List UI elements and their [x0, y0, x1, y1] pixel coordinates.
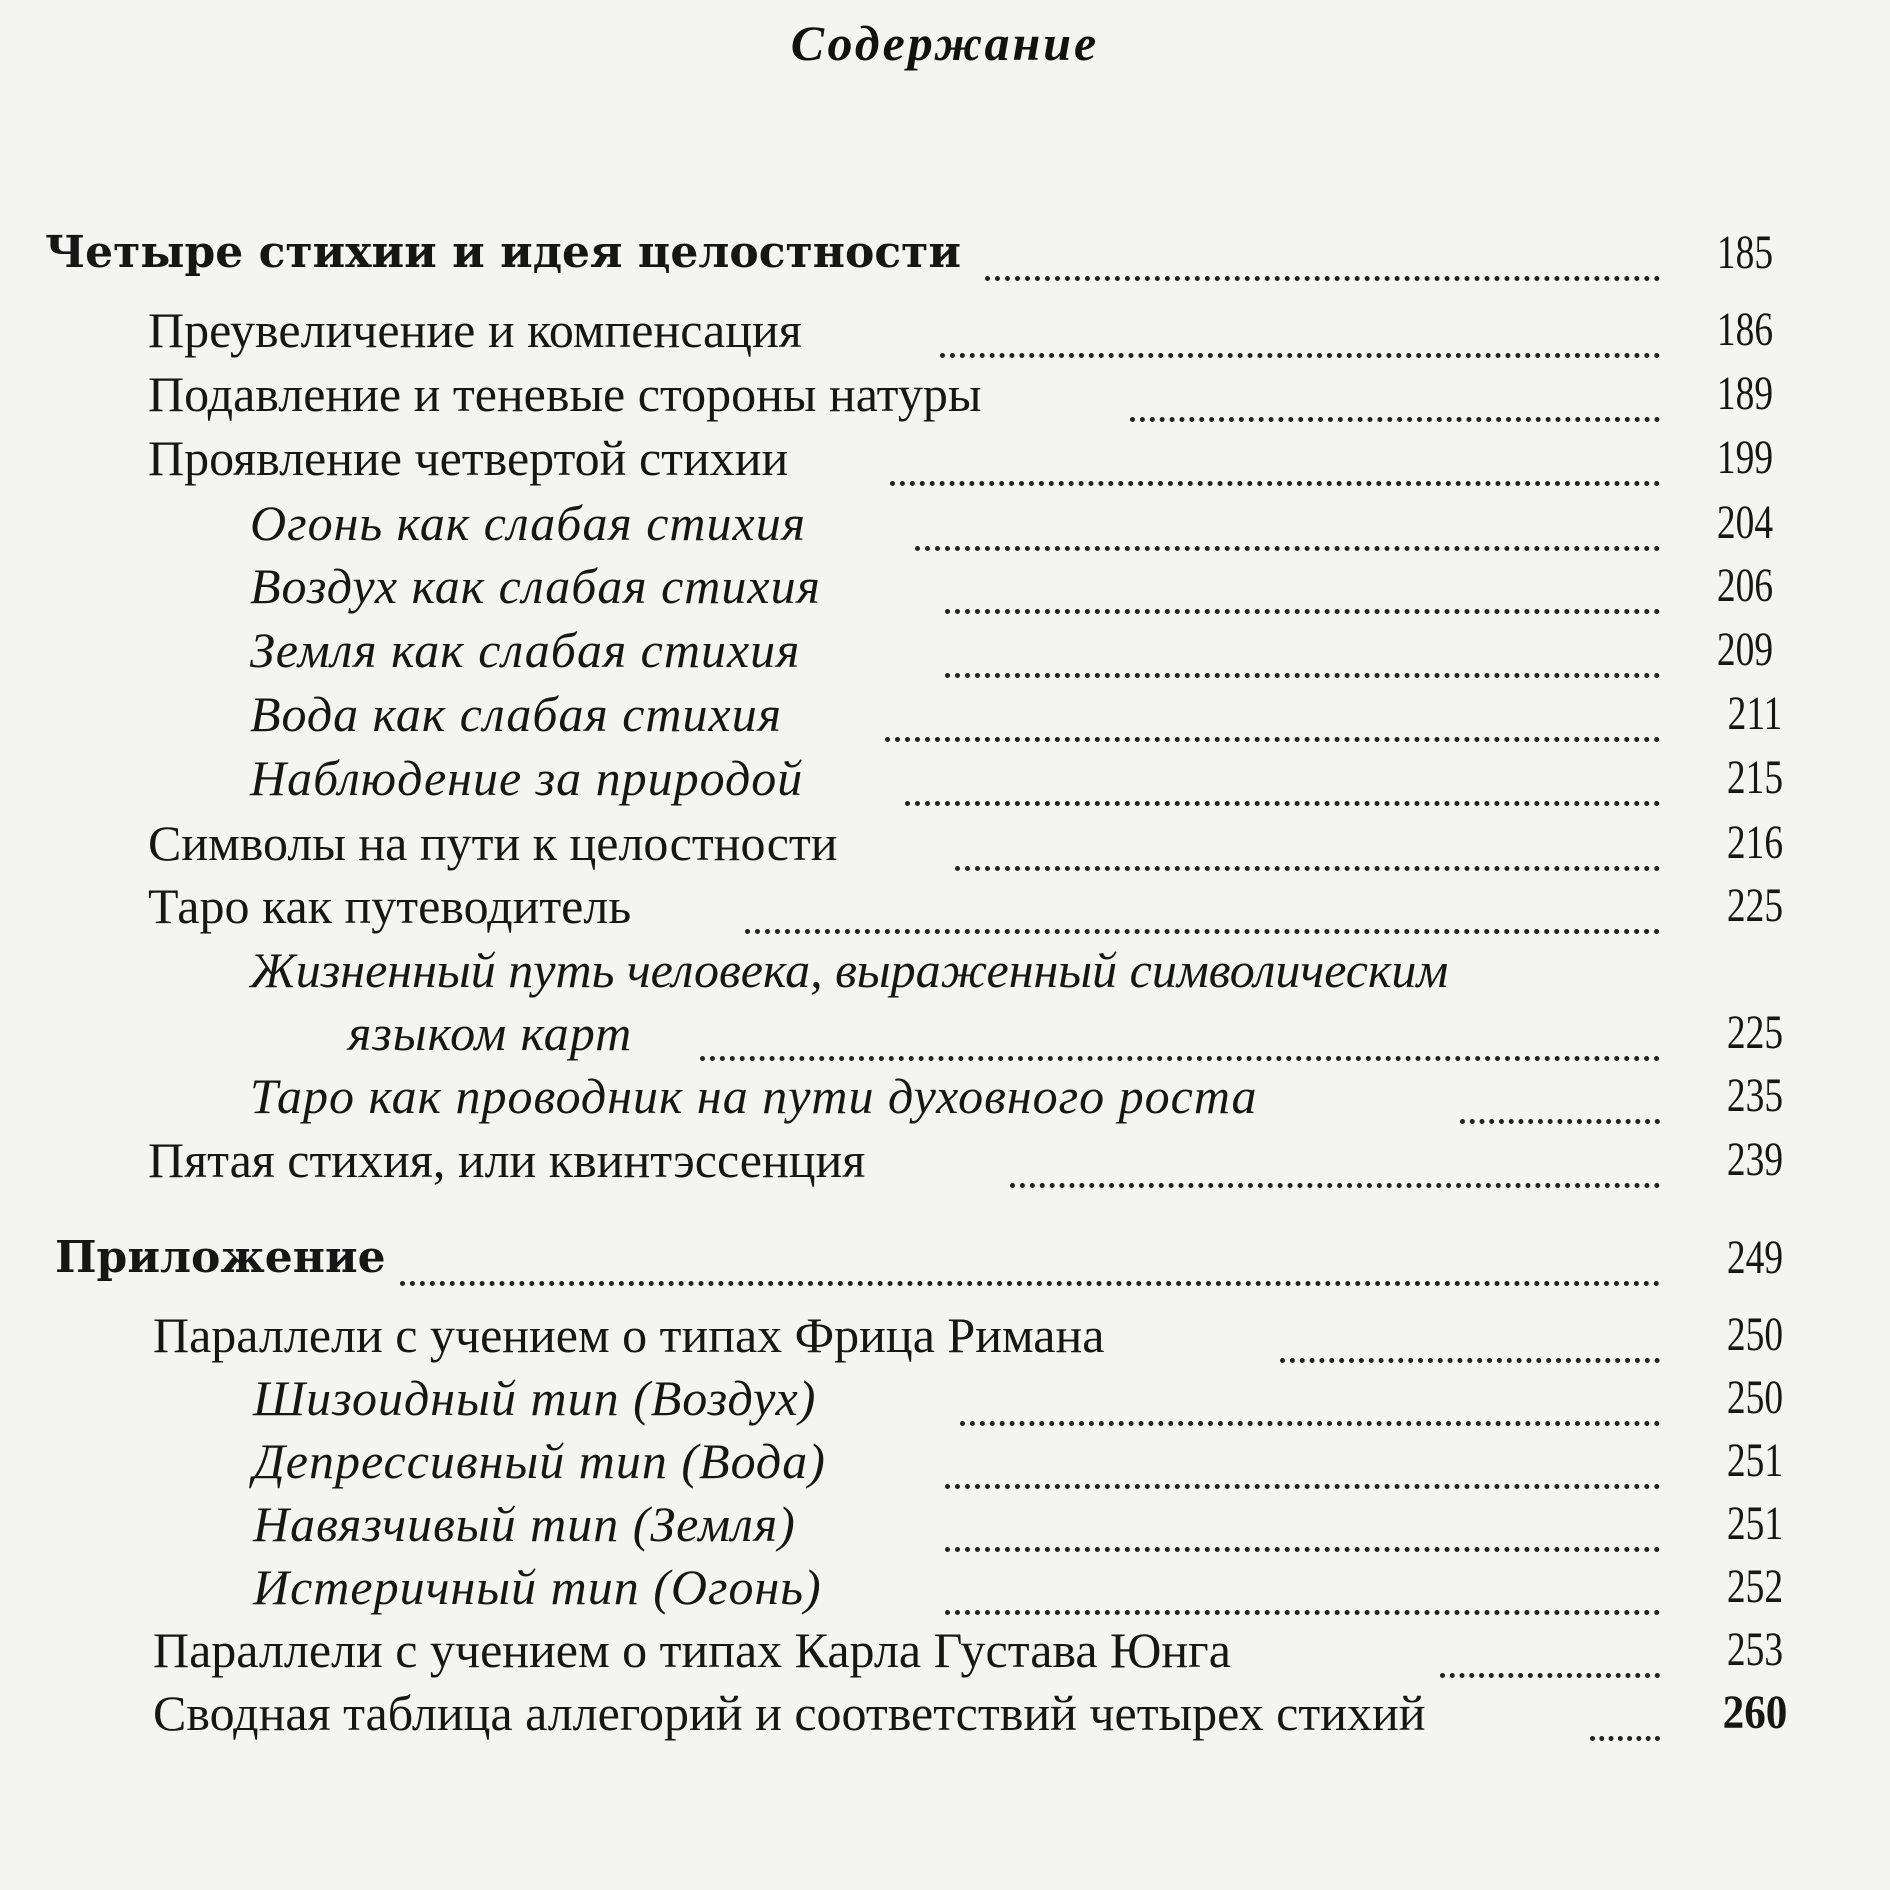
- toc-page-number: 250: [1726, 1308, 1784, 1361]
- toc-entry-subsection[interactable]: [0, 1307, 1890, 1367]
- toc-page-number: 251: [1726, 1434, 1784, 1487]
- toc-page-number: 215: [1726, 751, 1784, 804]
- toc-entry-title: Подавление и теневые стороны натуры: [148, 366, 982, 422]
- toc-page-number: 185: [1716, 226, 1774, 279]
- dot-leader: [885, 692, 1660, 742]
- toc-entry-chapter[interactable]: [0, 1496, 1890, 1556]
- toc-page-number: 260: [1722, 1686, 1788, 1739]
- dot-leader: [1440, 1628, 1660, 1678]
- dot-leader: [945, 628, 1660, 678]
- toc-entry-title: Земля как слабая стихия: [250, 622, 801, 678]
- toc-entry-chapter[interactable]: [0, 942, 1890, 1002]
- toc-entry-section[interactable]: [0, 1230, 1890, 1290]
- toc-entry-subsection[interactable]: [0, 430, 1890, 490]
- toc-page-number: 235: [1726, 1069, 1784, 1122]
- toc-entry-title: Приложение: [55, 1232, 386, 1283]
- dot-leader: [1280, 1313, 1660, 1363]
- toc-entry-continuation[interactable]: [0, 1005, 1890, 1065]
- dot-leader: [960, 1376, 1660, 1426]
- toc-entry-title: Депрессивный тип (Вода): [253, 1433, 826, 1489]
- dot-leader: [945, 1439, 1660, 1489]
- toc-entry-subsection[interactable]: [0, 302, 1890, 362]
- dot-leader: [945, 1502, 1660, 1552]
- toc-page-number: 253: [1726, 1623, 1784, 1676]
- toc-entry-subsection[interactable]: [0, 1132, 1890, 1192]
- dot-leader: [1460, 1074, 1660, 1124]
- toc-page-number: 251: [1726, 1497, 1784, 1550]
- toc-page-number: 211: [1727, 687, 1783, 740]
- dot-leader: [905, 756, 1660, 806]
- toc-page-number: 239: [1726, 1133, 1784, 1186]
- toc-entry-title: Вода как слабая стихия: [250, 686, 782, 742]
- dot-leader: [400, 1236, 1660, 1286]
- toc-page-number: 206: [1716, 559, 1774, 612]
- toc-entry-subsection[interactable]: [0, 815, 1890, 875]
- toc-entry-subsection[interactable]: [0, 1622, 1890, 1682]
- toc-entry-title: Проявление четвертой стихии: [148, 430, 789, 486]
- toc-page-number: 189: [1716, 367, 1774, 420]
- toc-entry-title: Преувеличение и компенсация: [148, 302, 802, 358]
- toc-entry-chapter[interactable]: [0, 622, 1890, 682]
- dot-leader: [1590, 1691, 1660, 1741]
- toc-page-number: 252: [1726, 1560, 1784, 1613]
- dot-leader: [890, 436, 1660, 486]
- dot-leader: [945, 564, 1660, 614]
- toc-page-number: 225: [1726, 879, 1784, 932]
- toc-entry-title: Воздух как слабая стихия: [250, 558, 821, 614]
- toc-entry-title: Сводная таблица аллегорий и соответствий четырех стихий: [153, 1685, 1426, 1741]
- toc-entry-subsection[interactable]: [0, 1685, 1890, 1745]
- toc-entry-title: Истеричный тип (Огонь): [253, 1559, 822, 1615]
- toc-entry-title: Символы на пути к целостности: [148, 815, 838, 871]
- toc-entry-title: Таро как проводник на пути духовного роста: [250, 1068, 1258, 1124]
- toc-entry-section[interactable]: [0, 225, 1890, 285]
- dot-leader: [745, 884, 1660, 934]
- toc-entry-title: Навязчивый тип (Земля): [253, 1496, 796, 1552]
- toc-entry-chapter[interactable]: [0, 686, 1890, 746]
- dot-leader: [945, 1565, 1660, 1615]
- toc-entry-chapter[interactable]: [0, 1559, 1890, 1619]
- toc-entry-title: Наблюдение за природой: [250, 750, 804, 806]
- toc-entry-title: Четыре стихии и идея целостности: [45, 227, 962, 278]
- toc-page-number: 186: [1716, 303, 1774, 356]
- toc-entry-title: Пятая стихия, или квинтэссенция: [148, 1132, 866, 1188]
- dot-leader: [985, 231, 1660, 281]
- dot-leader: [1130, 372, 1660, 422]
- toc-entry-title: Таро как путеводитель: [148, 878, 632, 934]
- toc-entry-title: Параллели с учением о типах Фрица Римана: [153, 1307, 1105, 1363]
- dot-leader: [700, 1011, 1660, 1061]
- toc-page-number: 216: [1726, 816, 1784, 869]
- toc-page-number: 225: [1726, 1006, 1784, 1059]
- dot-leader: [1010, 1138, 1660, 1188]
- toc-entry-title: Жизненный путь человека, выраженный символическим: [250, 942, 1449, 998]
- dot-leader: [940, 308, 1660, 358]
- dot-leader: [955, 821, 1660, 871]
- toc-entry-chapter[interactable]: [0, 558, 1890, 618]
- toc-entry-chapter[interactable]: [0, 1433, 1890, 1493]
- dot-leader: [915, 501, 1660, 551]
- toc-page-number: 249: [1726, 1231, 1784, 1284]
- toc-entry-chapter[interactable]: [0, 1370, 1890, 1430]
- toc-entry-title: Параллели с учением о типах Карла Густава Юнга: [153, 1622, 1231, 1678]
- toc-page-number: 209: [1716, 623, 1774, 676]
- toc-entry-subsection[interactable]: [0, 366, 1890, 426]
- toc-page-number: 204: [1716, 496, 1774, 549]
- toc-entry-title: Шизоидный тип (Воздух): [253, 1370, 817, 1426]
- toc-entry-subsection[interactable]: [0, 878, 1890, 938]
- page-title: Содержание: [790, 15, 1100, 71]
- toc-entry-title-continuation: языком карт: [348, 1005, 633, 1061]
- toc-entry-title: Огонь как слабая стихия: [250, 495, 806, 551]
- toc-page-number: 250: [1726, 1371, 1784, 1424]
- toc-entry-chapter[interactable]: [0, 495, 1890, 555]
- toc-page-number: 199: [1716, 431, 1774, 484]
- toc-entry-chapter[interactable]: [0, 750, 1890, 810]
- toc-entry-chapter[interactable]: [0, 1068, 1890, 1128]
